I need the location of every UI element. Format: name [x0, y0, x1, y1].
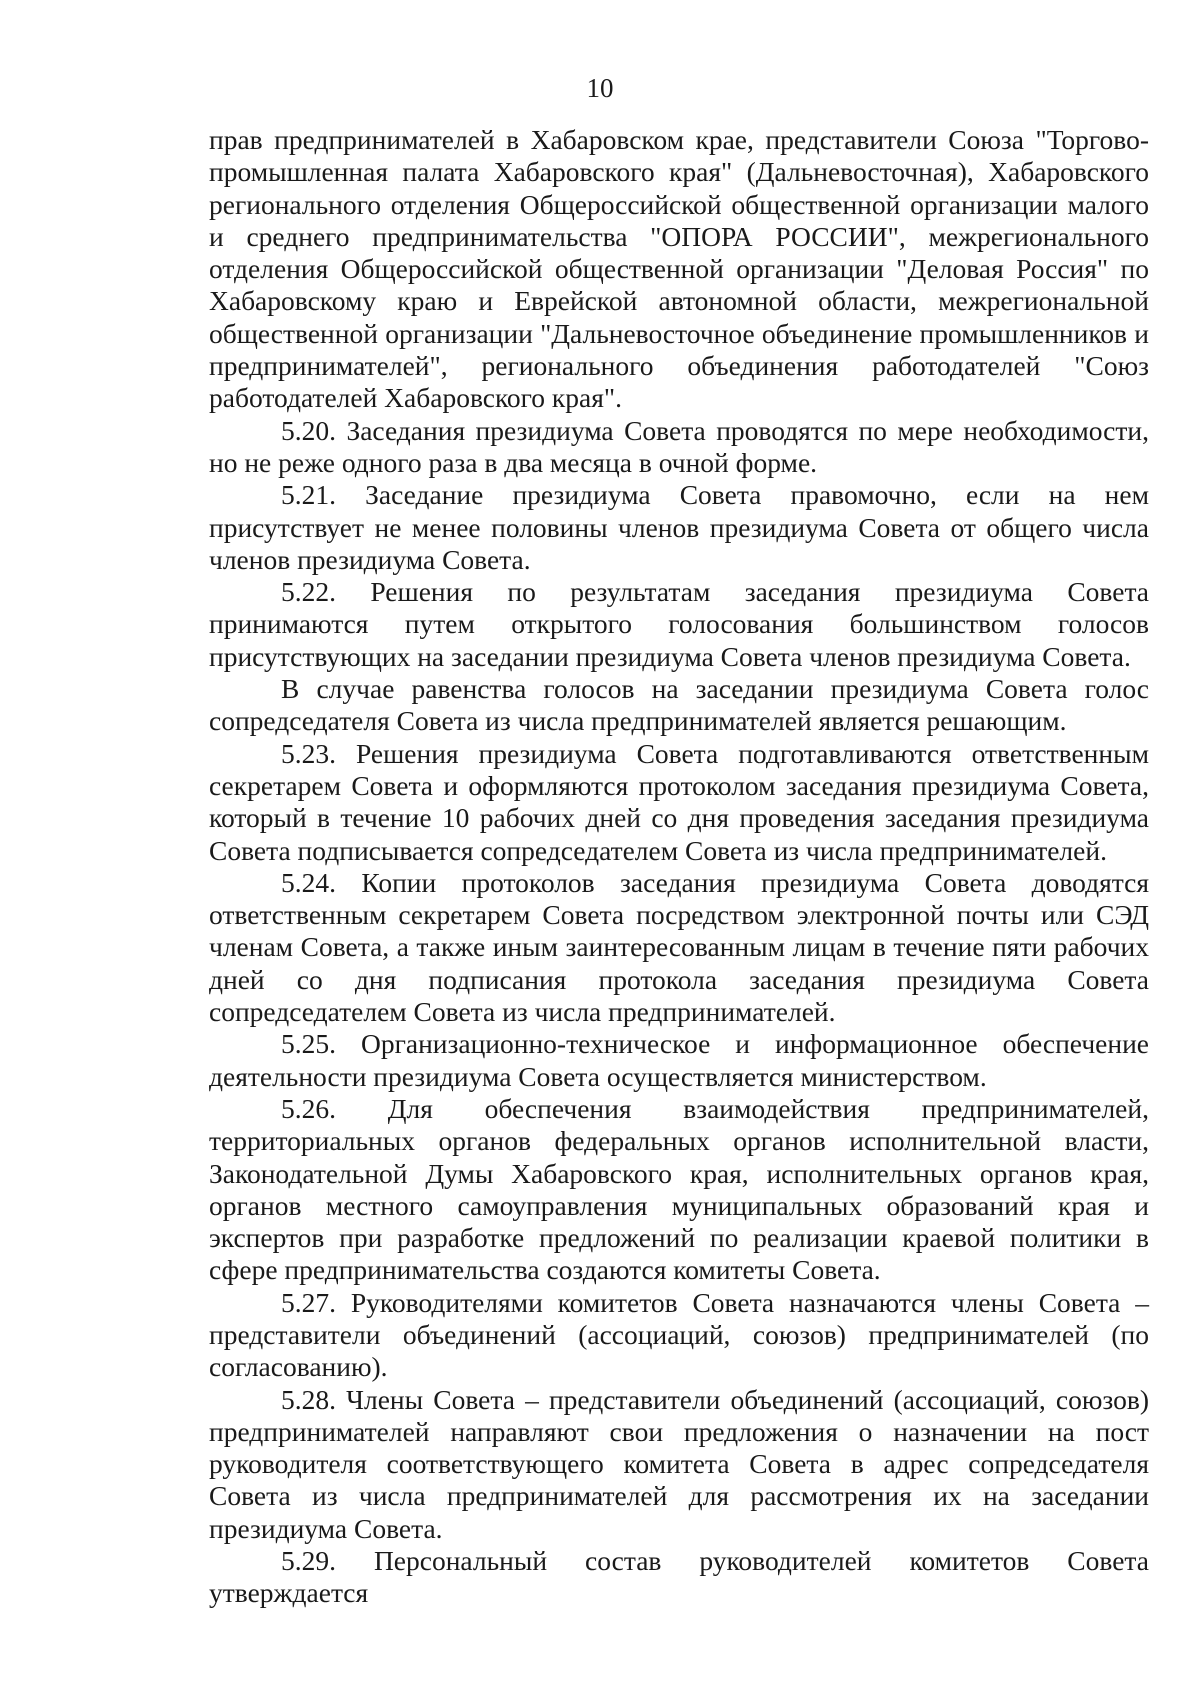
page-number: 10	[586, 73, 614, 103]
paragraph-5-29: 5.29. Персональный состав руководителей комитетов Совета утверждается	[209, 1545, 1149, 1609]
document-body	[209, 124, 1149, 1610]
paragraph-5-23: 5.23. Решения президиума Совета подготавливаются ответственным секретарем Совета и оформляются протоколом заседания президиума Совета, который в течение 10 рабочих дней со дня проведения заседания президиума Совета подписывается сопредседателем Совета из числа предпринимателей.	[209, 737, 1149, 866]
paragraph-5-22-tie-vote: В случае равенства голосов на заседании президиума Совета голос сопредседателя Совета из числа предпринимателей является решающим.	[209, 673, 1149, 737]
paragraph-5-28: 5.28. Члены Совета – представители объединений (ассоциаций, союзов) предпринимателей направляют свои предложения о назначении на пост руководителя соответствующего комитета Совета в адрес сопредседателя Совета из числа предпринимателей для рассмотрения их на заседании президиума Совета.	[209, 1383, 1149, 1544]
paragraph-5-27: 5.27. Руководителями комитетов Совета назначаются члены Совета – представители объединений (ассоциаций, союзов) предпринимателей (по согласованию).	[209, 1286, 1149, 1383]
paragraph-5-20: 5.20. Заседания президиума Совета проводятся по мере необходимости, но не реже одного раза в два месяца в очной форме.	[209, 414, 1149, 478]
paragraph-5-21: 5.21. Заседание президиума Совета правомочно, если на нем присутствует не менее половины членов президиума Совета от общего числа членов президиума Совета.	[209, 479, 1149, 575]
paragraph-5-22: 5.22. Решения по результатам заседания президиума Совета принимаются путем открытого голосования большинством голосов присутствующих на заседании президиума Совета членов президиума Совета.	[209, 576, 1149, 672]
paragraph-5-24: 5.24. Копии протоколов заседания президиума Совета доводятся ответственным секретарем Совета посредством электронной почты или СЭД членам Совета, а также иным заинтересованным лицам в течение пяти рабочих дней со дня подписания протокола заседания президиума Совета сопредседателем Совета из числа предпринимателей.	[209, 866, 1149, 1028]
paragraph-5-26: 5.26. Для обеспечения взаимодействия предпринимателей, территориальных органов федеральных органов исполнительной власти, Законодательной Думы Хабаровского края, исполнительных органов края, органов местного самоуправления муниципальных образований края и экспертов при разработке предложений по реализации краевой политики в сфере предпринимательства создаются комитеты Совета.	[209, 1092, 1149, 1286]
paragraph-continuation: прав предпринимателей в Хабаровском крае, представители Союза "Торгово-промышленная палата Хабаровского края" (Дальневосточная), Хабаровского регионального отделения Общероссийской общественной организации малого и среднего предпринимательства "ОПОРА РОССИИ", межрегионального отделения Общероссийской общественной организации "Деловая Россия" по Хабаровскому краю и Еврейской автономной области, межрегиональной общественной организации "Дальневосточное объединение промышленников и предпринимателей", регионального объединения работодателей "Союз работодателей Хабаровского края".	[209, 124, 1149, 414]
paragraph-5-25: 5.25. Организационно-техническое и информационное обеспечение деятельности президиума Совета осуществляется министерством.	[209, 1028, 1149, 1092]
